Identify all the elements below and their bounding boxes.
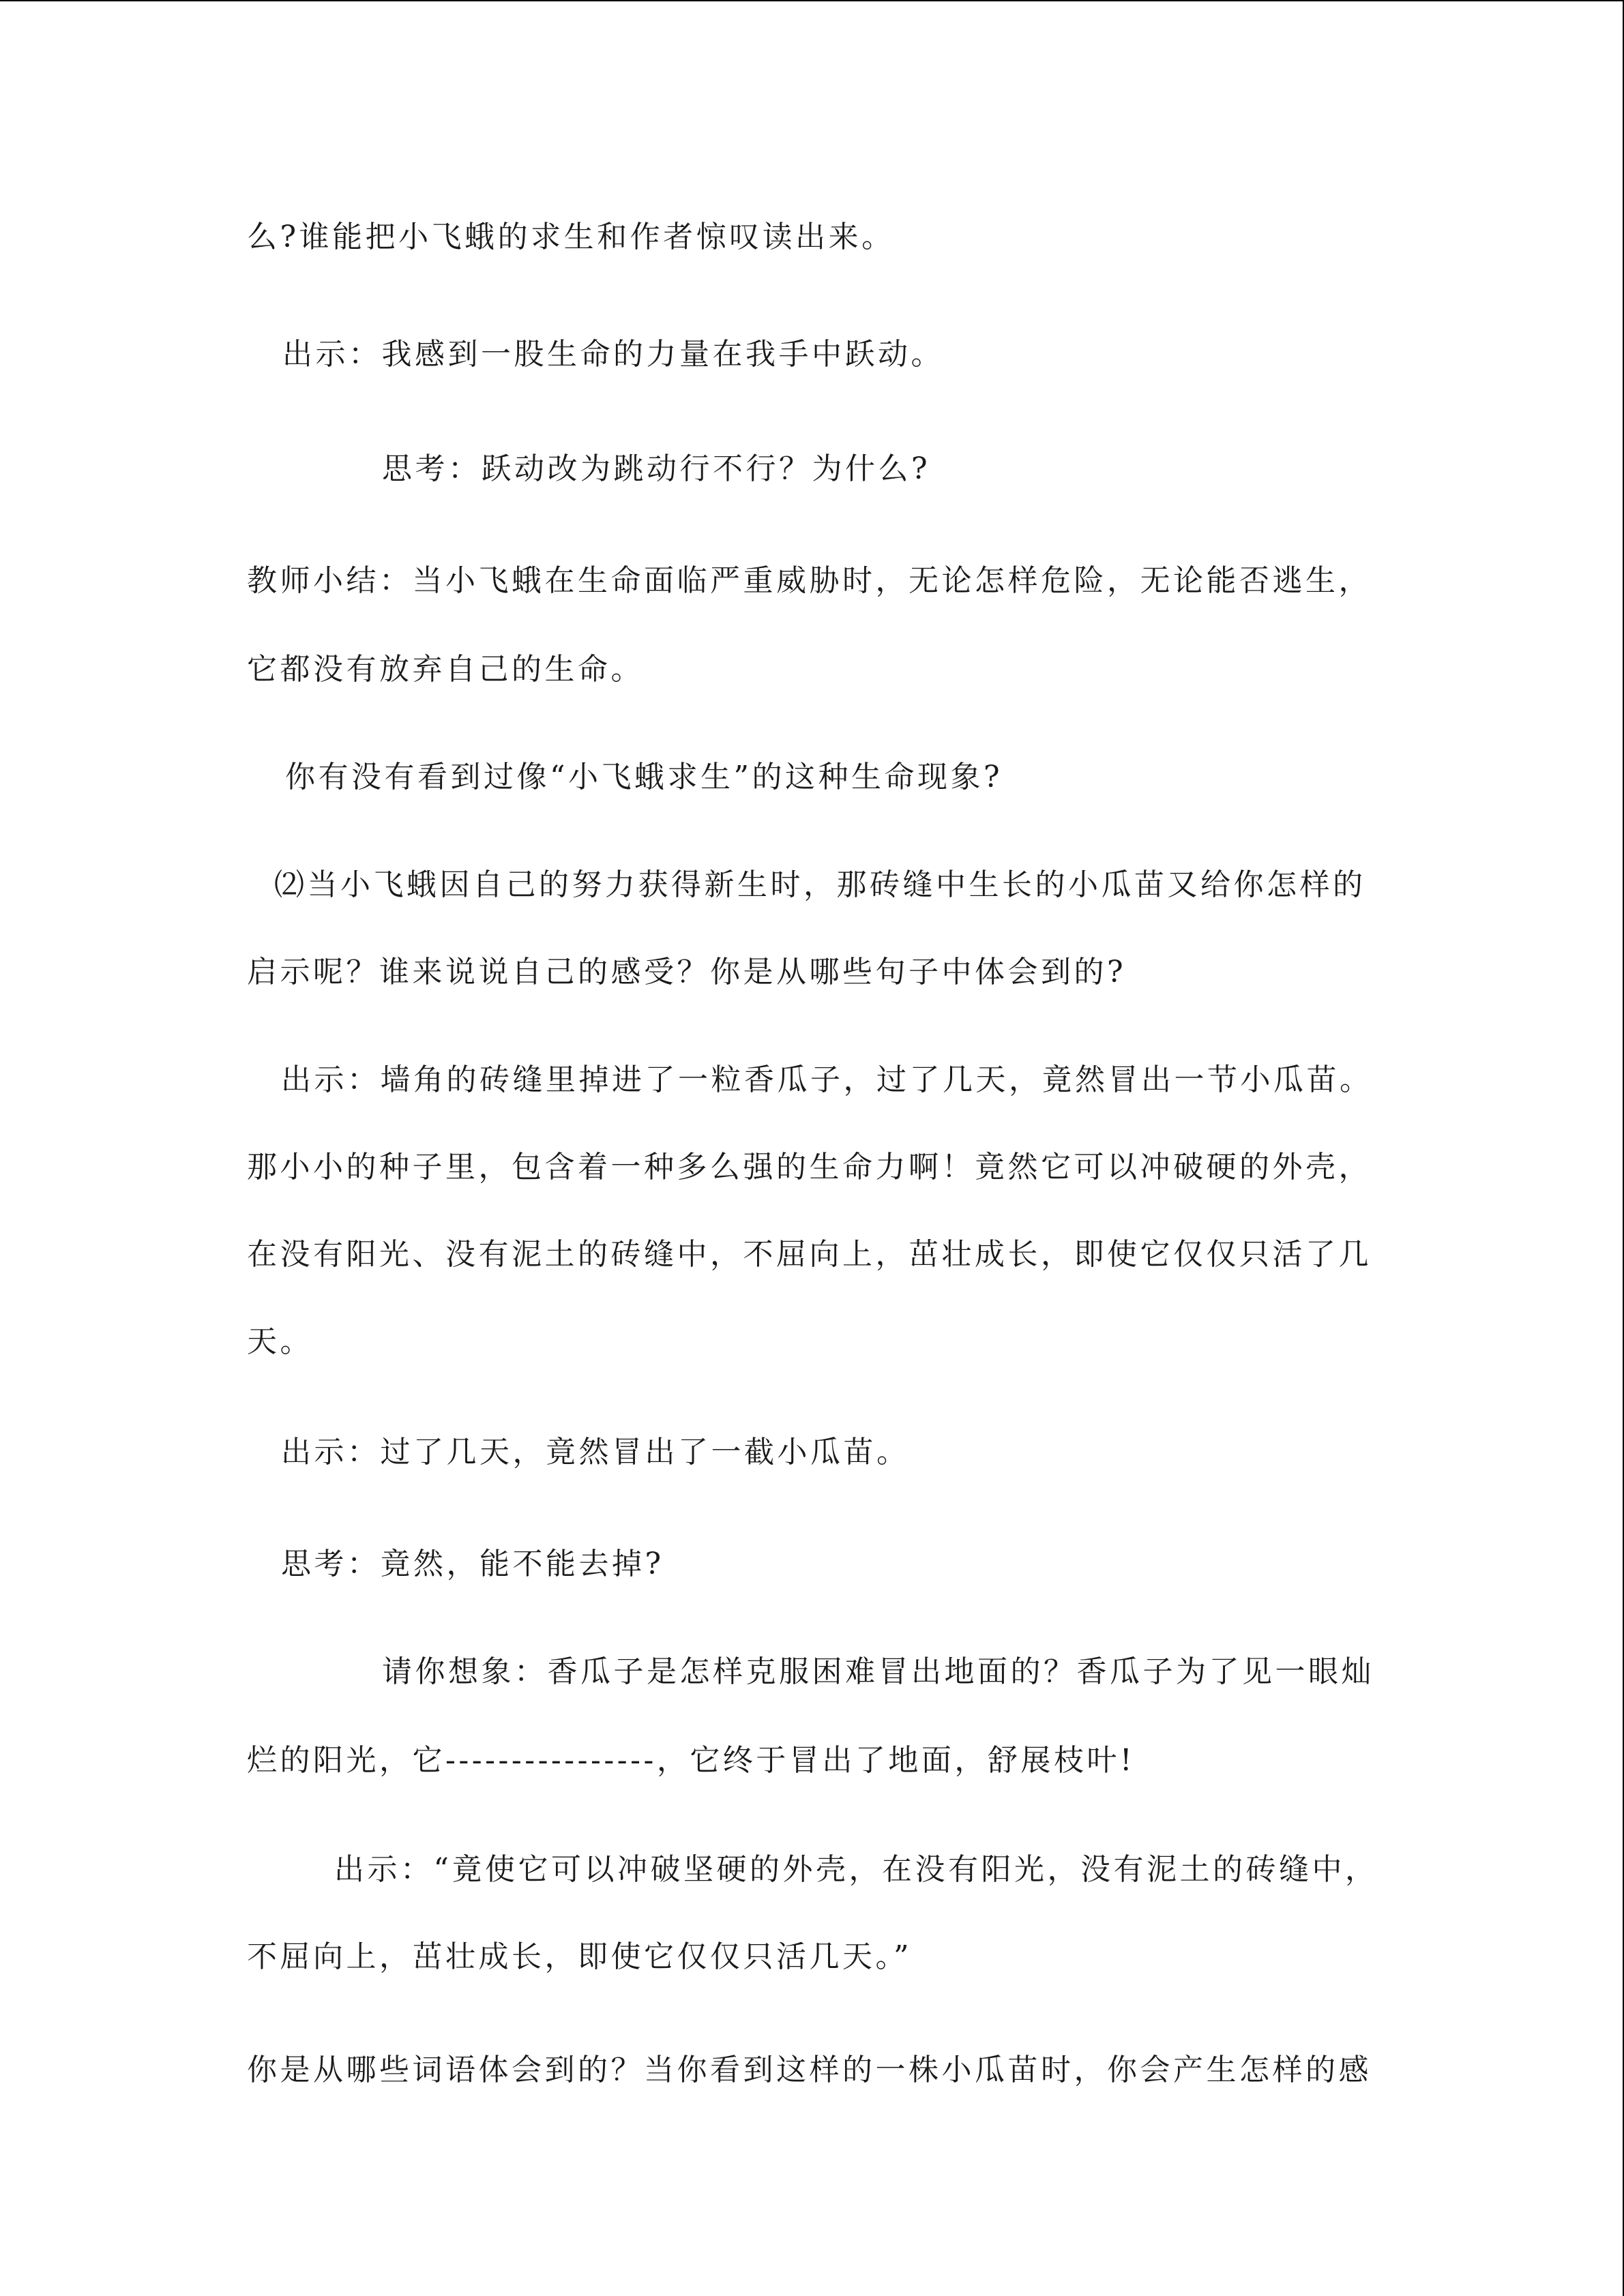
text-line: 它都没有放弃自己的生命。: [247, 652, 644, 687]
text-line: 思考：竟然，能不能去掉?: [281, 1547, 664, 1581]
text-line: ⑵当小飞蛾因自己的努力获得新生时，那砖缝中生长的小瓜苗又给你怎样的: [274, 867, 1366, 902]
text-line: 出示：墙角的砖缝里掉进了一粒香瓜子，过了几天，竟然冒出一节小瓜苗。: [281, 1062, 1373, 1097]
text-line: 出示：我感到一股生命的力量在我手中跃动。: [282, 337, 944, 372]
text-line: 么?谁能把小飞蛾的求生和作者惊叹读出来。: [247, 220, 895, 254]
text-line: 请你想象：香瓜子是怎样克服困难冒出地面的？香瓜子为了见一眼灿: [382, 1654, 1374, 1689]
text-line: 烂的阳光，它----------------，它终于冒出了地面，舒展枝叶!: [247, 1743, 1136, 1778]
text-line: 在没有阳光、没有泥土的砖缝中，不屈向上，茁壮成长，即使它仅仅只活了几: [247, 1237, 1372, 1272]
text-line: 出示：“竟使它可以冲破坚硬的外壳，在没有阳光，没有泥土的砖缝中，: [334, 1852, 1378, 1887]
text-line: 那小小的种子里，包含着一种多么强的生命力啊！竟然它可以冲破硬的外壳，: [247, 1150, 1372, 1184]
text-line: 启示呢？谁来说说自己的感受？你是从哪些句子中体会到的?: [247, 955, 1127, 989]
text-line: 教师小结：当小飞蛾在生命面临严重威胁时，无论怎样危险，无论能否逃生，: [247, 563, 1372, 598]
text-line: 你是从哪些词语体会到的？当你看到这样的一株小瓜苗时，你会产生怎样的感: [247, 2053, 1372, 2087]
text-line: 出示：过了几天，竟然冒出了一截小瓜苗。: [281, 1435, 910, 1470]
text-line: 你有没有看到过像“小飞蛾求生”的这种生命现象?: [285, 760, 1003, 794]
page-top-border: [0, 0, 1624, 1]
text-line: 不屈向上，茁壮成长，即使它仅仅只活几天。”: [247, 1939, 912, 1974]
text-line: 天。: [247, 1324, 313, 1359]
text-line: 思考：跃动改为跳动行不行？为什么?: [382, 451, 931, 486]
